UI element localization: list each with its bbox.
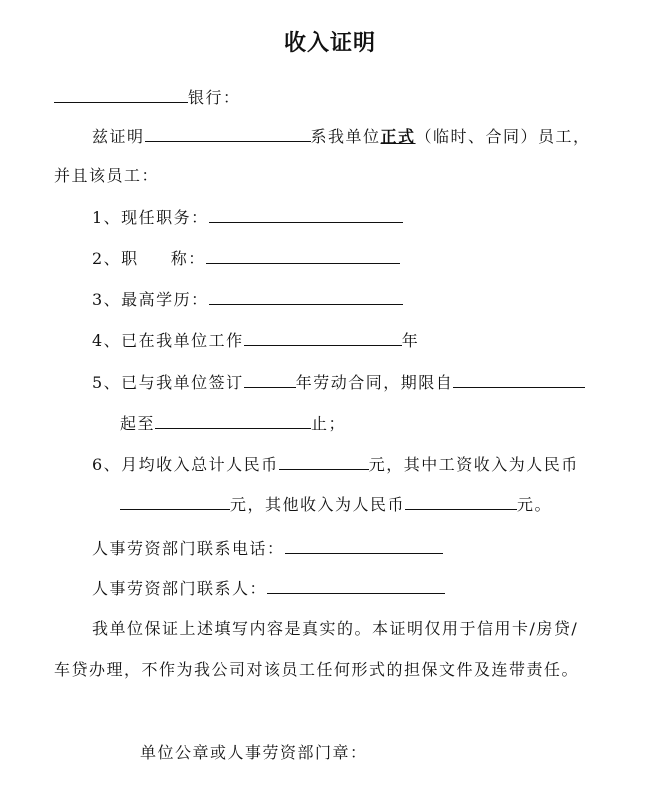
contract-start-blank[interactable] (453, 371, 585, 388)
item-income-cont (120, 493, 552, 516)
item-tenure (92, 329, 419, 352)
item-contract-end (120, 412, 346, 435)
item-income-other: 元，其他收入为人民币 (230, 495, 406, 514)
item-education-label: 3、最高学历： (92, 290, 209, 309)
certify-mid: 系我单位 (310, 127, 381, 146)
education-blank[interactable] (209, 288, 403, 305)
certify-line (92, 125, 591, 148)
item-title-label-a: 2、职 (92, 249, 139, 268)
contract-end-blank[interactable] (155, 412, 311, 429)
hr-phone-label: 人事劳资部门联系电话： (92, 539, 285, 558)
certify-continuation: 并且该员工： (54, 166, 160, 185)
hr-contact-blank[interactable] (267, 577, 445, 594)
salary-income-blank[interactable] (120, 493, 230, 510)
item-education (92, 288, 403, 311)
position-blank[interactable] (209, 206, 403, 223)
item-income-label: 6、月均收入总计人民币 (92, 455, 279, 474)
item-title-label-b: 称： (170, 249, 206, 268)
hr-phone-line (92, 537, 443, 560)
item-title (92, 247, 400, 270)
item-income-mid: 元，其中工资收入为人民币 (368, 455, 579, 474)
item-tenure-label: 4、已在我单位工作 (92, 331, 244, 350)
guarantee-line-1: 我单位保证上述填写内容是真实的。本证明仅用于信用卡/房贷/ (92, 619, 579, 638)
seal-label: 单位公章或人事劳资部门章： (140, 743, 368, 762)
item-contract-stop: 止； (311, 414, 347, 433)
item-income-end: 元。 (517, 495, 553, 514)
hr-phone-blank[interactable] (285, 537, 443, 554)
hr-contact-label: 人事劳资部门联系人： (92, 579, 268, 598)
title-blank[interactable] (206, 247, 400, 264)
other-income-blank[interactable] (405, 493, 517, 510)
item-position (92, 206, 403, 229)
bank-suffix: 银行： (188, 88, 241, 107)
item-contract-label: 5、已与我单位签订 (92, 373, 244, 392)
item-contract-until: 起至 (120, 414, 156, 433)
page-title: 收入证明 (283, 31, 376, 56)
certify-prefix: 兹证明 (92, 127, 145, 146)
item-contract-mid: 年劳动合同，期限自 (295, 373, 454, 392)
item-tenure-unit: 年 (401, 331, 420, 350)
certify-suffix: （临时、合同）员工， (415, 127, 591, 146)
item-income (92, 453, 579, 476)
total-income-blank[interactable] (279, 453, 369, 470)
tenure-years-blank[interactable] (244, 329, 402, 346)
employment-type-emph: 正式 (380, 127, 416, 146)
guarantee-line-2: 车贷办理，不作为我公司对该员工任何形式的担保文件及连带责任。 (54, 660, 580, 679)
bank-line (54, 86, 241, 109)
bank-name-blank[interactable] (54, 86, 188, 103)
item-contract (92, 371, 585, 394)
contract-years-blank[interactable] (244, 371, 296, 388)
employee-name-blank[interactable] (145, 125, 311, 142)
hr-contact-line (92, 577, 445, 600)
item-position-label: 1、现任职务： (92, 208, 209, 227)
